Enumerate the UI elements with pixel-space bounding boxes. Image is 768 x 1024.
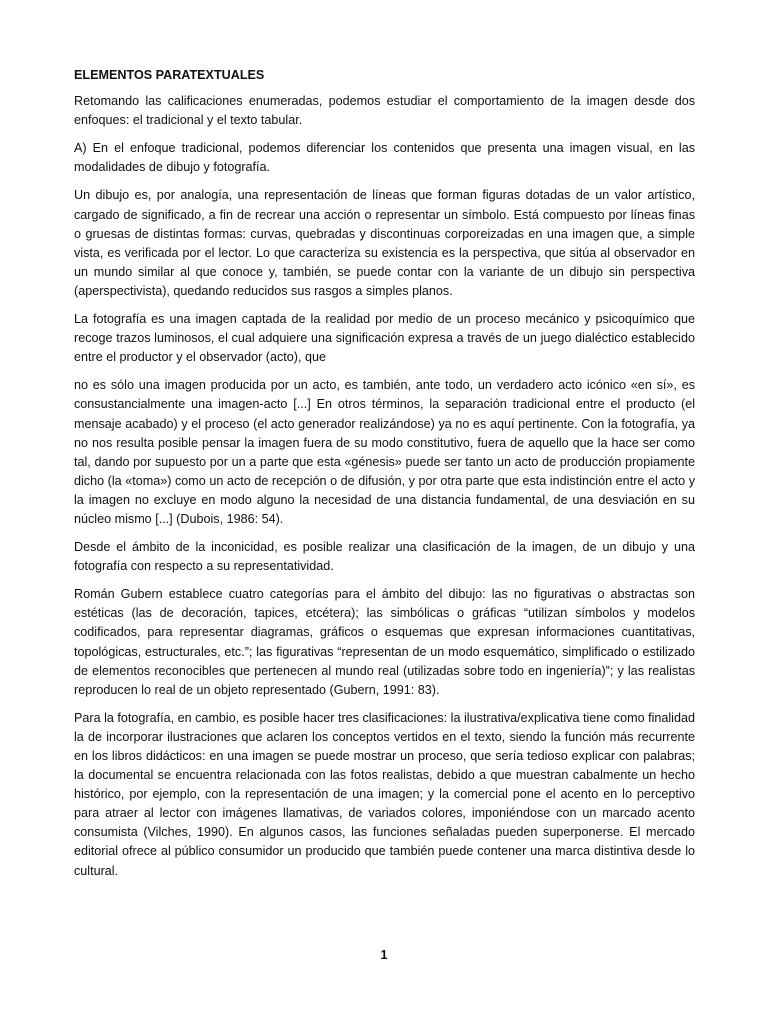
- paragraph-intro: Retomando las calificaciones enumeradas, podemos estudiar el comportamiento de la imagen desde dos enfoques: el tradicional y el texto tabular.: [74, 94, 695, 128]
- section-heading: ELEMENTOS PARATEXTUALES: [74, 68, 265, 82]
- paragraph-gubern: Román Gubern establece cuatro categorías para el ámbito del dibujo: las no figurativas o abstractas son estéticas (las de decoración, tapices, etcétera); las simbólicas o gráficas “utilizan símbolos y modelos codificados, para representar diagramas, gráficos o esquemas que expresan informaciones cuantitativas, topológicas, estructurales, etc.”; las figurativas “representan de un modo esquemático, simplificado o estilizado de elementos reconocibles que pertenecen al mundo real (utilizadas sobre todo en ingeniería)”; y las realistas reproducen lo real de un objeto representado (Gubern, 1991: 83).: [74, 587, 695, 697]
- paragraph-iconicity: Desde el ámbito de la inconicidad, es posible realizar una clasificación de la imagen, de un dibujo y una fotografía con respecto a su representatividad.: [74, 540, 695, 574]
- paragraph-drawing: Un dibujo es, por analogía, una representación de líneas que forman figuras dotadas de un valor artístico, cargado de significado, a fin de recrear una acción o representar un símbolo. Está compuesto por líneas finas o gruesas de distintas formas: curvas, quebradas y discontinuas corporeizadas en una imagen que, a simple vista, es verificada por el lector. Lo que caracteriza su existencia es la perspectiva, que sitúa al observador en un mundo similar al que conoce y, también, se puede contar con la variante de un dibujo sin perspectiva (aperspectivista), quedando reducidos sus rasgos a simples planos.: [74, 188, 695, 298]
- paragraph-photography: La fotografía es una imagen captada de la realidad por medio de un proceso mecánico y psicoquímico que recoge trazos luminosos, el cual adquiere una significación expresa a través de un juego dialéctico establecido entre el productor y el observador (acto), que: [74, 312, 695, 365]
- paragraph-traditional-approach: A) En el enfoque tradicional, podemos diferenciar los contenidos que presenta una imagen visual, en las modalidades de dibujo y fotografía.: [74, 141, 695, 175]
- page-number: 1: [380, 948, 388, 962]
- paragraph-dubois-quote: no es sólo una imagen producida por un acto, es también, ante todo, un verdadero acto icónico «en sí», es consustancialmente una imagen-acto [...] En otros términos, la separación tradicional entre el producto (el mensaje acabado) y el proceso (el acto generador realizándose) ya no es aquí pertinente. Con la fotografía, ya no nos resulta posible pensar la imagen fuera de su modo constitutivo, fuera de aquello que la hace ser como tal, dando por supuesto por un a parte que esta «génesis» puede ser tanto un acto de producción propiamente dicho (la «toma») como un acto de recepción o de difusión, y por otra parte que esta indistinción entre el acto y la imagen no excluye en modo alguno la necesidad de una distancia fundamental, de una desviación en su núcleo mismo [...] (Dubois, 1986: 54).: [74, 378, 695, 526]
- document-body: [74, 66, 695, 890]
- paragraph-photo-classifications: Para la fotografía, en cambio, es posible hacer tres clasificaciones: la ilustrativa/explicativa tiene como finalidad la de incorporar ilustraciones que aclaren los conceptos vertidos en el texto, siendo la función más recurrente en los libros didácticos: en una imagen se puede mostrar un proceso, que sería tedioso explicar con palabras; la documental se encuentra relacionada con las fotos realistas, debido a que muestran cabalmente un hecho histórico, por ejemplo, con la representación de una imagen; y la comercial pone el acento en lo perceptivo para atraer al lector con imágenes llamativas, de variados colores, imponiéndose con un marcado acento consumista (Vilches, 1990). En algunos casos, las funciones señaladas pueden superponerse. El mercado editorial ofrece al público consumidor un producido que también puede contener una marca distintiva desde lo cultural.: [74, 710, 695, 878]
